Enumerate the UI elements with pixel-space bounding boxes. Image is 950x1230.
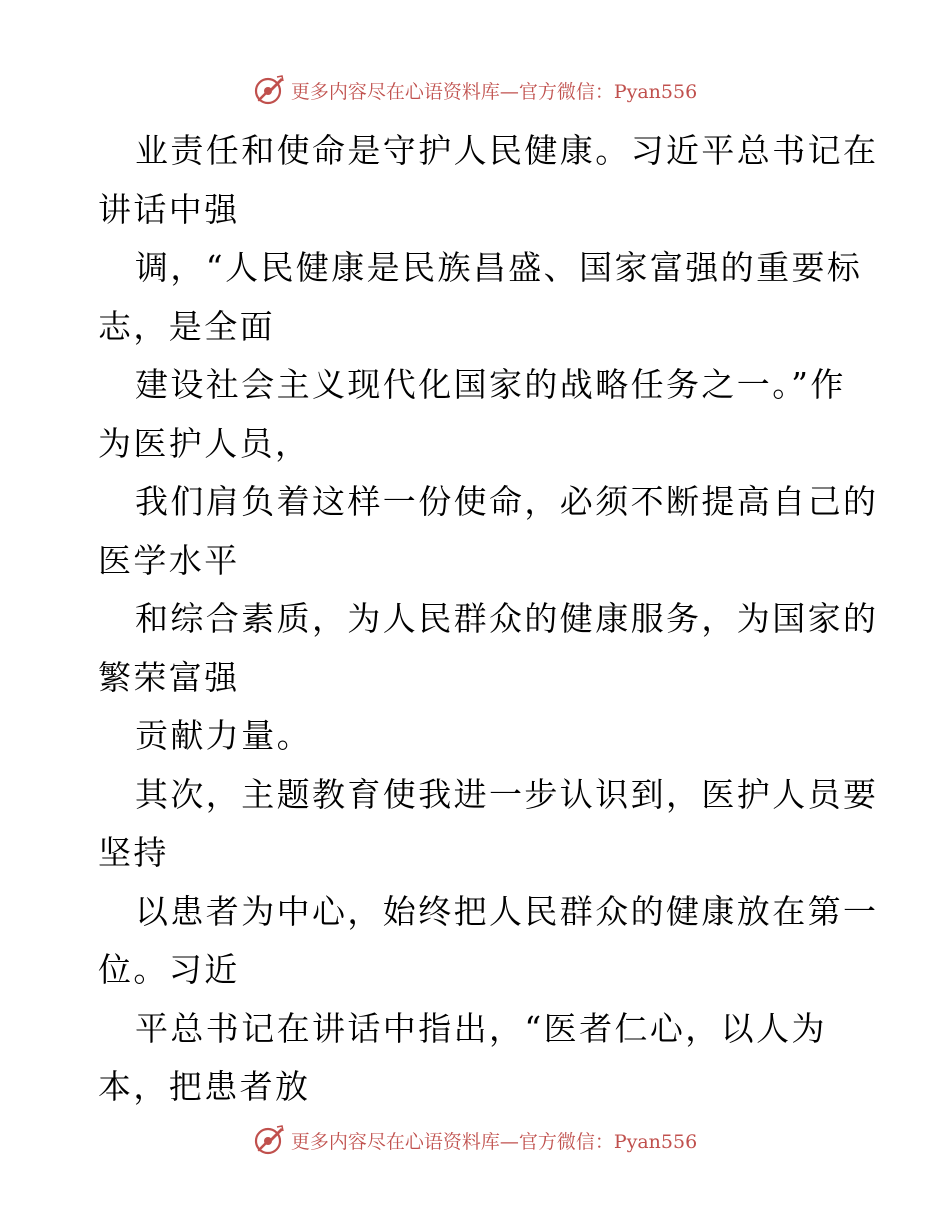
text-line: 和综合素质，为人民群众的健康服务，为国家的	[135, 599, 879, 638]
footer-banner-text: 更多内容尽在心语资料库—官方微信：Pyan556	[290, 1130, 698, 1153]
text-line: 本，把患者放	[98, 1067, 311, 1106]
header-banner-text: 更多内容尽在心语资料库—官方微信：Pyan556	[290, 80, 698, 103]
text-line: 以患者为中心，始终把人民群众的健康放在第一	[135, 891, 879, 931]
text-line: 我们肩负着这样一份使命，必须不断提高自己的	[135, 482, 879, 521]
text-line: 位。习近	[98, 950, 240, 989]
pen-logo-icon	[253, 1124, 285, 1156]
header-banner	[0, 70, 950, 110]
text-line: 坚持	[98, 833, 169, 872]
text-line: 繁荣富强	[98, 657, 240, 697]
text-line: 医学水平	[98, 540, 240, 580]
text-line: 志，是全面	[98, 306, 275, 346]
text-line: 讲话中强	[98, 189, 240, 229]
body-text	[98, 122, 879, 1117]
text-line: 其次，主题教育使我进一步认识到，医护人员要	[135, 774, 879, 814]
pen-logo-icon	[253, 74, 285, 106]
text-line: 建设社会主义现代化国家的战略任务之一。”作	[135, 365, 846, 404]
text-line: 业责任和使命是守护人民健康。习近平总书记在	[135, 131, 879, 170]
text-line: 贡献力量。	[135, 716, 312, 755]
text-line: 平总书记在讲话中指出，“医者仁心，以人为	[135, 1008, 827, 1048]
text-line: 为医护人员，	[98, 423, 311, 463]
footer-banner	[0, 1120, 950, 1160]
text-line: 调，“人民健康是民族昌盛、国家富强的重要标	[135, 248, 863, 287]
